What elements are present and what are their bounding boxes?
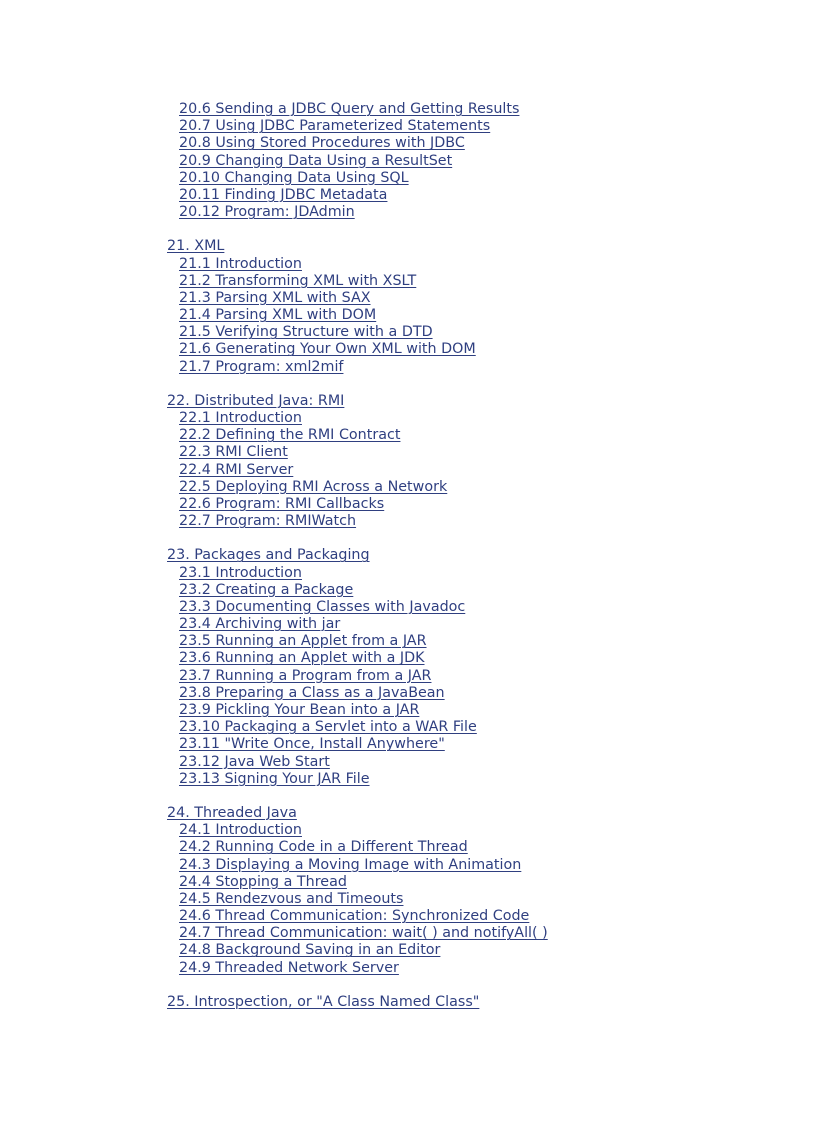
toc-chapter-block [167,994,767,1011]
section-link[interactable]: 21.2 Transforming XML with XSLT [179,272,417,289]
section-link[interactable]: 22.6 Program: RMI Callbacks [179,495,385,512]
chapter-link[interactable]: 25. Introspection, or "A Class Named Class" [167,993,480,1010]
section-link[interactable]: 24.8 Background Saving in an Editor [179,942,441,959]
section-link[interactable]: 23.3 Documenting Classes with Javadoc [179,598,466,615]
section-link[interactable]: 20.11 Finding JDBC Metadata [179,186,388,203]
section-link[interactable]: 24.4 Stopping a Thread [179,873,347,890]
toc-chapter-block [167,238,767,376]
section-link[interactable]: 22.1 Introduction [179,410,302,426]
section-link[interactable]: 23.2 Creating a Package [179,581,354,598]
section-link[interactable]: 23.6 Running an Applet with a JDK [179,650,425,667]
section-link[interactable]: 20.7 Using JDBC Parameterized Statements [179,118,491,135]
section-link[interactable]: 24.5 Rendezvous and Timeouts [179,890,404,907]
toc-chapter-block [167,547,767,788]
section-link[interactable]: 20.6 Sending a JDBC Query and Getting Results [179,101,520,117]
section-link[interactable]: 23.10 Packaging a Servlet into a WAR File [179,719,477,736]
section-link[interactable]: 21.3 Parsing XML with SAX [179,289,371,306]
section-link[interactable]: 20.8 Using Stored Procedures with JDBC [179,135,465,152]
section-link[interactable]: 24.2 Running Code in a Different Thread [179,839,468,856]
section-link[interactable]: 23.12 Java Web Start [179,753,330,770]
toc-chapter-block [167,805,767,977]
section-link[interactable]: 22.5 Deploying RMI Across a Network [179,478,448,495]
section-link[interactable]: 20.12 Program: JDAdmin [179,204,355,221]
section-link[interactable]: 20.9 Changing Data Using a ResultSet [179,152,453,169]
chapter-link[interactable]: 24. Threaded Java [167,804,297,821]
section-link[interactable]: 23.5 Running an Applet from a JAR [179,633,427,650]
chapter-link[interactable]: 21. XML [167,238,225,255]
section-link[interactable]: 21.4 Parsing XML with DOM [179,307,377,324]
section-link[interactable]: 21.1 Introduction [179,255,302,272]
section-link[interactable]: 23.9 Pickling Your Bean into a JAR [179,702,420,718]
section-link[interactable]: 23.4 Archiving with jar [179,616,341,633]
section-link[interactable]: 23.8 Preparing a Class as a JavaBean [179,684,445,701]
section-link[interactable]: 24.6 Thread Communication: Synchronized Code [179,908,530,925]
chapter-link[interactable]: 23. Packages and Packaging [167,547,370,564]
section-link[interactable]: 22.4 RMI Server [179,461,294,478]
section-link[interactable]: 21.7 Program: xml2mif [179,358,344,375]
section-link[interactable]: 24.7 Thread Communication: wait( ) and notifyAll( ) [179,925,548,942]
section-link[interactable]: 22.3 RMI Client [179,444,288,461]
section-link[interactable]: 20.10 Changing Data Using SQL [179,169,409,186]
section-link[interactable]: 21.5 Verifying Structure with a DTD [179,324,433,341]
section-link[interactable]: 23.11 "Write Once, Install Anywhere" [179,736,445,753]
section-link[interactable]: 22.2 Defining the RMI Contract [179,427,401,444]
section-link[interactable]: 24.1 Introduction [179,822,302,839]
section-link[interactable]: 23.13 Signing Your JAR File [179,770,370,787]
toc-chapter-block [167,393,767,531]
section-link[interactable]: 22.7 Program: RMIWatch [179,513,357,530]
section-link[interactable]: 23.1 Introduction [179,564,302,581]
section-link[interactable]: 24.3 Displaying a Moving Image with Animation [179,856,522,873]
section-link[interactable]: 21.6 Generating Your Own XML with DOM [179,341,476,358]
chapter-link[interactable]: 22. Distributed Java: RMI [167,392,345,409]
toc-chapter-block [167,101,767,221]
section-link[interactable]: 24.9 Threaded Network Server [179,959,399,976]
table-of-contents [167,101,767,1028]
section-link[interactable]: 23.7 Running a Program from a JAR [179,667,432,684]
